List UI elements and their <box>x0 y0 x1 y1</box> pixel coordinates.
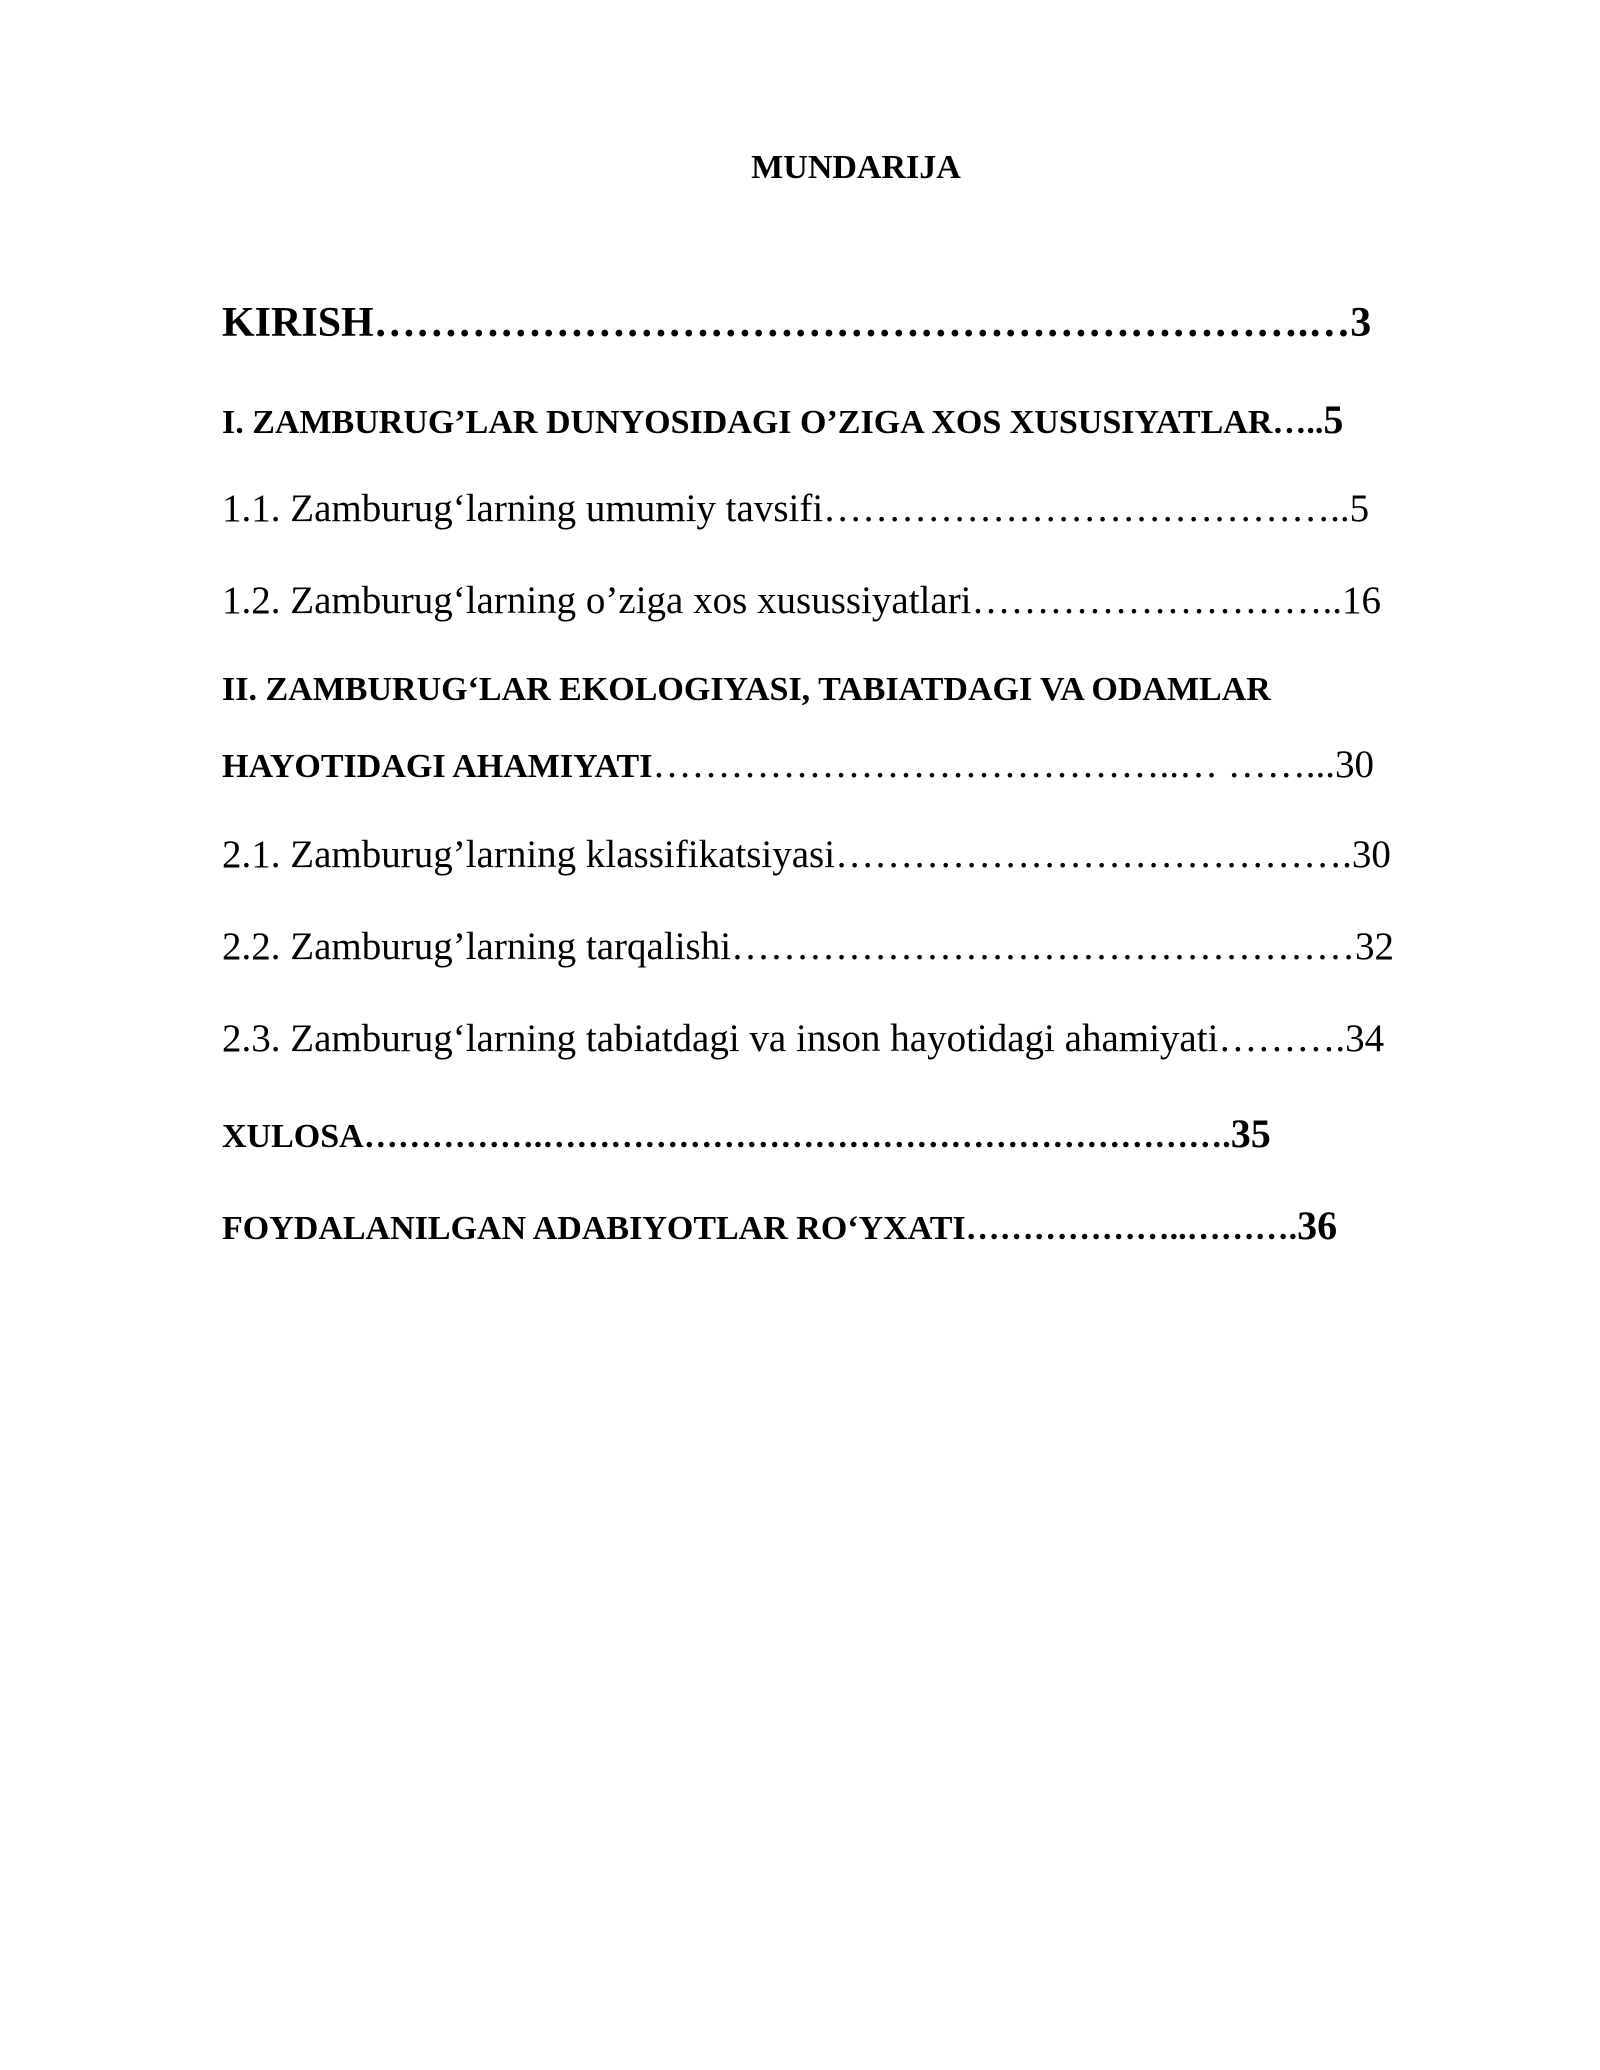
toc-leader-dots: ………. <box>1218 1017 1346 1060</box>
toc-entry-section-2-1 <box>222 832 1391 879</box>
toc-leader-dots: ………………………………….. <box>823 487 1350 530</box>
toc-page-number: 5 <box>1323 397 1344 442</box>
toc-page-number: 36 <box>1297 1203 1338 1248</box>
toc-entry-section-2-3 <box>222 1016 1384 1063</box>
toc-page-number: 16 <box>1342 579 1382 622</box>
toc-entry-label: KIRISH <box>222 300 374 346</box>
page-title: MUNDARIJA <box>751 149 961 186</box>
toc-page-number: 30 <box>1351 833 1391 876</box>
toc-entry-label: I. ZAMBURUG’LAR DUNYOSIDAGI O’ZIGA XOS XUSUSIYATLAR <box>222 404 1273 441</box>
toc-entry-section-1-2 <box>222 578 1381 625</box>
toc-leader-dots: ……………………….. <box>971 579 1343 622</box>
toc-entry-section-2-2 <box>222 924 1394 971</box>
toc-page-number: 3 <box>1350 300 1372 346</box>
toc-entry-chapter-2-line-2 <box>222 742 1374 789</box>
toc-page-number: 30 <box>1334 743 1374 786</box>
toc-entry-label: HAYOTIDAGI AHAMIYATI <box>222 748 653 785</box>
toc-entry-xulosa <box>222 1110 1271 1158</box>
toc-entry-label: 2.3. Zamburug‘larning tabiatdagi va inson hayotidagi ahamiyati <box>222 1017 1219 1060</box>
toc-entry-label: 1.2. Zamburug‘larning o’ziga xos xusussiyatlari <box>222 579 972 622</box>
toc-page-number: 32 <box>1355 925 1395 968</box>
toc-entry-chapter-1 <box>222 396 1343 444</box>
toc-page-number: 5 <box>1349 487 1370 530</box>
toc-entry-label: 2.1. Zamburug’larning klassifikatsiyasi <box>222 833 836 876</box>
toc-entry-label: 2.2. Zamburug’larning tarqalishi <box>222 925 732 968</box>
toc-leader-dots: …………….……………………………………………………. <box>363 1118 1231 1155</box>
toc-page-number: 34 <box>1345 1017 1385 1060</box>
toc-entry-label: II. ZAMBURUG‘LAR EKOLOGIYASI, TABIATDAGI VA ODAMLAR <box>222 671 1271 708</box>
toc-entry-label: XULOSA <box>222 1118 364 1155</box>
toc-leader-dots: ………………………………………………………….… <box>373 300 1351 346</box>
toc-entry-kirish <box>222 298 1371 348</box>
toc-leader-dots: …………………………………..… ……... <box>652 743 1335 786</box>
toc-entry-chapter-2-line-1 <box>222 670 1271 711</box>
toc-entry-section-1-1 <box>222 486 1369 533</box>
toc-leader-dots: ………………..………. <box>965 1210 1298 1247</box>
toc-page-number: 35 <box>1230 1111 1271 1156</box>
toc-entry-label: 1.1. Zamburug‘larning umumiy tavsifi <box>222 487 824 530</box>
toc-leader-dots: …………………………………. <box>835 833 1352 876</box>
toc-entry-adabiyotlar <box>222 1202 1337 1250</box>
toc-leader-dots: ………………………………………… <box>731 925 1356 968</box>
toc-entry-label: FOYDALANILGAN ADABIYOTLAR RO‘YXATI <box>222 1210 966 1247</box>
toc-leader-dots: ….. <box>1272 404 1324 441</box>
